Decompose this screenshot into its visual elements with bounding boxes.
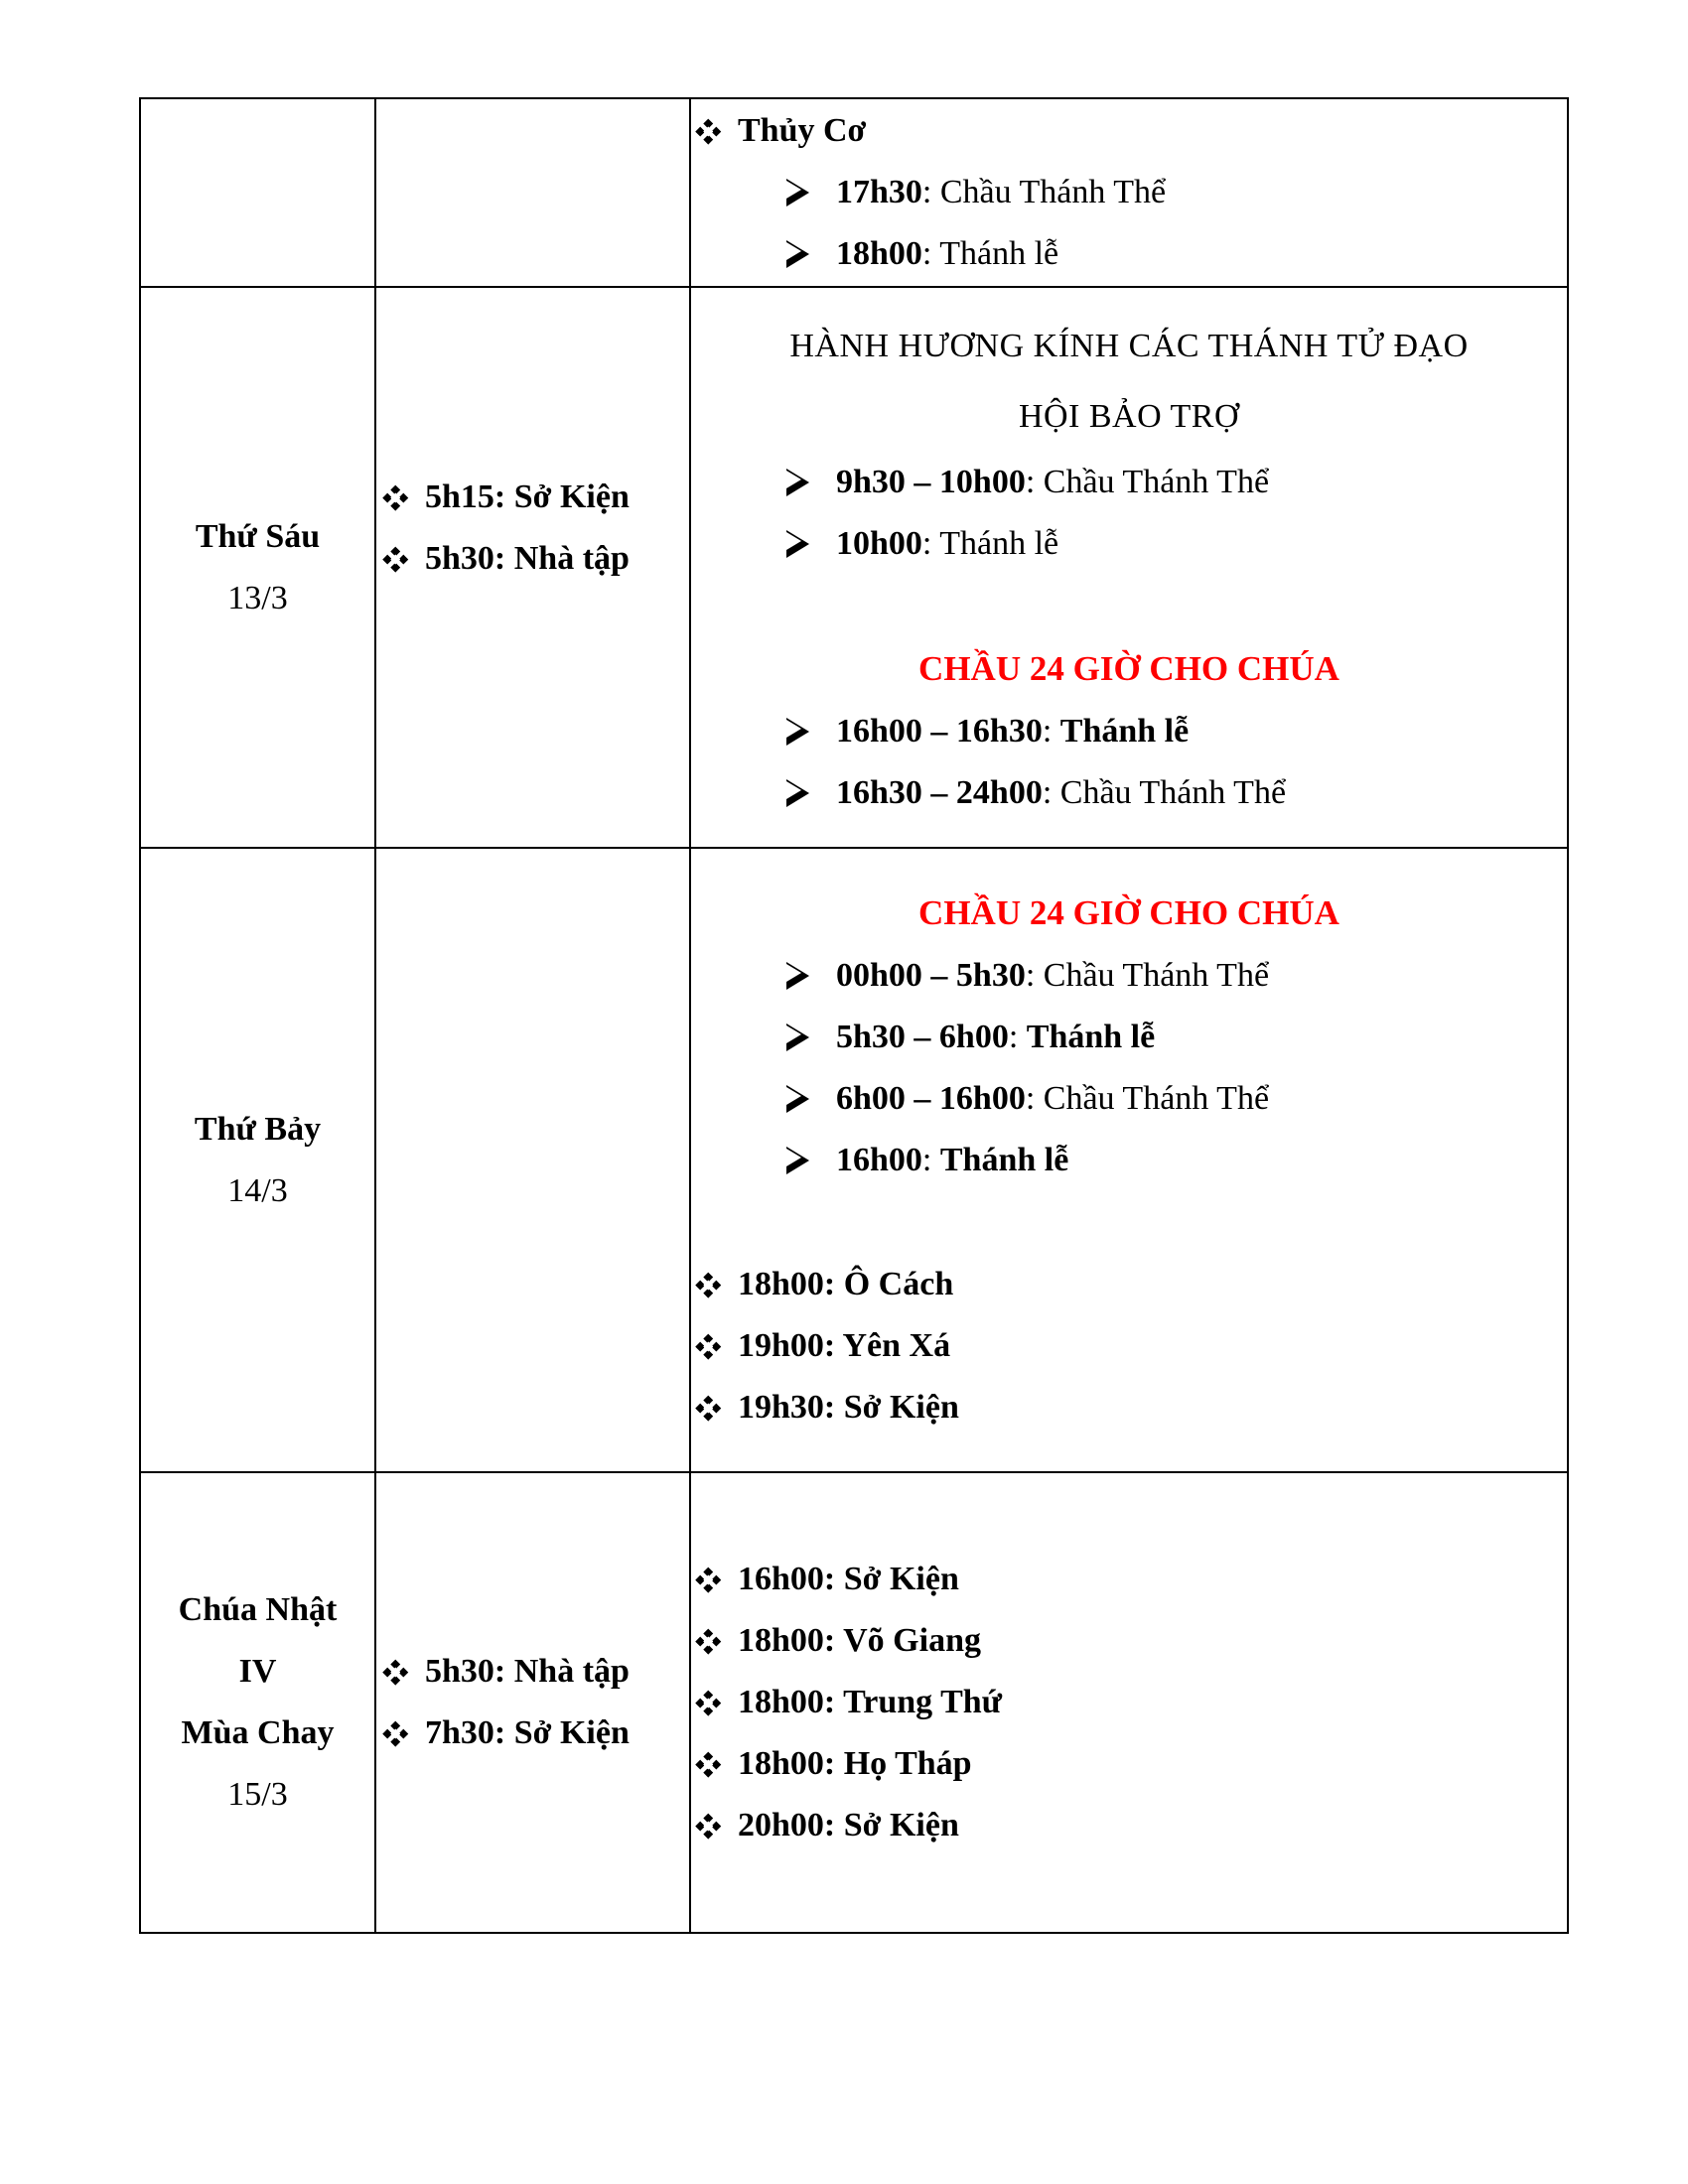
- schedule-line: [691, 762, 1567, 824]
- schedule-line: [691, 945, 1567, 1007]
- text-segment: 16h00: Sở Kiện: [738, 1561, 959, 1597]
- text-segment: HÀNH HƯƠNG KÍNH CÁC THÁNH TỬ ĐẠO: [789, 328, 1469, 364]
- arrow-bullet-icon: [786, 467, 810, 498]
- day-line: IV: [238, 1653, 277, 1690]
- schedule-line: [691, 1130, 1567, 1191]
- schedule-line: [376, 467, 689, 528]
- text-segment: : Chầu Thánh Thể: [1025, 957, 1270, 994]
- schedule-line: [691, 1007, 1567, 1068]
- text-segment: CHẦU 24 GIỜ CHO CHÚA: [918, 649, 1339, 688]
- text-segment: 5h30: Nhà tập: [425, 1653, 630, 1690]
- title-line: [691, 381, 1567, 452]
- diamond-bullet-icon: [695, 1813, 721, 1839]
- schedule-line: [376, 1641, 689, 1703]
- diamond-bullet-icon: [695, 1272, 721, 1297]
- table-row: [140, 1472, 1568, 1933]
- morning-cell: [375, 287, 690, 848]
- day-cell: [140, 98, 375, 287]
- text-segment: Thủy Cơ: [738, 112, 867, 149]
- text-segment: 20h00: Sở Kiện: [738, 1807, 959, 1843]
- text-segment: 5h15: Sở Kiện: [425, 478, 630, 515]
- day-cell: [140, 848, 375, 1472]
- day-line: Chúa Nhật: [178, 1591, 338, 1628]
- diamond-bullet-icon: [695, 1395, 721, 1421]
- table-row: [140, 848, 1568, 1472]
- arrow-bullet-icon: [786, 1145, 810, 1176]
- text-segment: 16h00: [836, 1142, 922, 1178]
- table-row: [140, 287, 1568, 848]
- day-line: 13/3: [227, 579, 288, 616]
- text-segment: 19h30: Sở Kiện: [738, 1389, 959, 1426]
- text-segment: HỘI BẢO TRỢ: [1018, 398, 1240, 435]
- arrow-bullet-icon: [786, 528, 810, 560]
- schedule-line: [691, 1377, 1567, 1438]
- schedule-line: [691, 1549, 1567, 1610]
- diamond-bullet-icon: [695, 1628, 721, 1654]
- morning-cell: [375, 1472, 690, 1933]
- detail-cell: [690, 287, 1568, 848]
- text-segment: :: [1042, 713, 1060, 750]
- text-segment: 18h00: Trung Thứ: [738, 1684, 1003, 1720]
- schedule-line: [376, 528, 689, 590]
- text-segment: 5h30 – 6h00: [836, 1019, 1009, 1055]
- text-segment: Thánh lễ: [939, 1142, 1069, 1178]
- diamond-bullet-icon: [695, 118, 721, 144]
- table-row: [140, 98, 1568, 287]
- text-segment: 19h00: Yên Xá: [738, 1327, 951, 1364]
- text-segment: :: [921, 1142, 940, 1178]
- schedule-table-body: [140, 98, 1568, 1933]
- text-segment: 18h00: [836, 235, 922, 272]
- red-heading: [691, 637, 1567, 701]
- schedule-line: [376, 1703, 689, 1764]
- schedule-line: [691, 1672, 1567, 1733]
- diamond-bullet-icon: [382, 546, 408, 572]
- text-segment: 16h30 – 24h00: [836, 774, 1043, 811]
- arrow-bullet-icon: [786, 777, 810, 809]
- schedule-line: [691, 1795, 1567, 1856]
- arrow-bullet-icon: [786, 1022, 810, 1053]
- text-segment: 18h00: Ô Cách: [738, 1266, 954, 1302]
- detail-cell: [690, 98, 1568, 287]
- text-segment: : Thánh lễ: [921, 525, 1059, 562]
- day-line: 14/3: [227, 1171, 288, 1209]
- diamond-bullet-icon: [695, 1333, 721, 1359]
- text-segment: 7h30: Sở Kiện: [425, 1714, 630, 1751]
- text-segment: CHẦU 24 GIỜ CHO CHÚA: [918, 893, 1339, 932]
- schedule-line: [691, 1733, 1567, 1795]
- schedule-line: [691, 223, 1567, 285]
- day-line: 15/3: [227, 1776, 288, 1813]
- diamond-bullet-icon: [695, 1567, 721, 1592]
- text-segment: 16h00 – 16h30: [836, 713, 1043, 750]
- text-segment: : Chầu Thánh Thể: [921, 174, 1167, 210]
- arrow-bullet-icon: [786, 960, 810, 992]
- text-segment: 18h00: Võ Giang: [738, 1622, 981, 1659]
- arrow-bullet-icon: [786, 716, 810, 748]
- schedule-table: [139, 97, 1569, 1934]
- day-line: Mùa Chay: [181, 1714, 335, 1751]
- diamond-bullet-icon: [695, 1690, 721, 1715]
- red-heading: [691, 882, 1567, 945]
- day-cell: [140, 1472, 375, 1933]
- detail-cell: [690, 1472, 1568, 1933]
- day-line: Thứ Bảy: [194, 1110, 322, 1148]
- diamond-bullet-icon: [382, 1659, 408, 1685]
- text-segment: 5h30: Nhà tập: [425, 539, 630, 577]
- schedule-line: [691, 100, 1567, 162]
- arrow-bullet-icon: [786, 238, 810, 270]
- text-segment: Thánh lễ: [1026, 1019, 1156, 1055]
- text-segment: 17h30: [836, 174, 922, 210]
- schedule-line: [691, 1610, 1567, 1672]
- day-cell: [140, 287, 375, 848]
- text-segment: : Chầu Thánh Thể: [1025, 464, 1270, 500]
- morning-cell: [375, 98, 690, 287]
- morning-cell: [375, 848, 690, 1472]
- text-segment: : Thánh lễ: [921, 235, 1059, 272]
- diamond-bullet-icon: [695, 1751, 721, 1777]
- text-segment: : Chầu Thánh Thể: [1042, 774, 1287, 811]
- schedule-line: [691, 1315, 1567, 1377]
- schedule-line: [691, 452, 1567, 513]
- text-segment: Thánh lễ: [1059, 713, 1190, 750]
- text-segment: 18h00: Họ Tháp: [738, 1745, 972, 1782]
- title-line: [691, 311, 1567, 381]
- schedule-line: [691, 513, 1567, 575]
- text-segment: 6h00 – 16h00: [836, 1080, 1026, 1117]
- text-segment: 10h00: [836, 525, 922, 562]
- text-segment: : Chầu Thánh Thể: [1025, 1080, 1270, 1117]
- text-segment: 9h30 – 10h00: [836, 464, 1026, 500]
- text-segment: :: [1008, 1019, 1027, 1055]
- diamond-bullet-icon: [382, 484, 408, 510]
- day-line: Thứ Sáu: [195, 517, 321, 555]
- schedule-line: [691, 701, 1567, 762]
- text-segment: 00h00 – 5h30: [836, 957, 1026, 994]
- schedule-line: [691, 1254, 1567, 1315]
- schedule-line: [691, 162, 1567, 223]
- diamond-bullet-icon: [382, 1720, 408, 1746]
- arrow-bullet-icon: [786, 177, 810, 208]
- arrow-bullet-icon: [786, 1083, 810, 1115]
- schedule-line: [691, 1068, 1567, 1130]
- detail-cell: [690, 848, 1568, 1472]
